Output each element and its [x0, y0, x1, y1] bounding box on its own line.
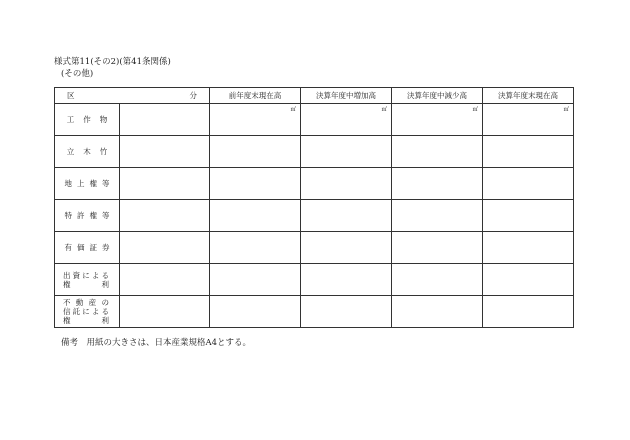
- row-blank-cell: [120, 232, 210, 264]
- row-label-surface-rights: 地上権等: [55, 168, 120, 200]
- value-cell: [210, 136, 301, 168]
- value-cell: [392, 264, 483, 296]
- row-label-patent-rights: 特許権等: [55, 200, 120, 232]
- table-row: [55, 136, 574, 168]
- value-cell: [301, 232, 392, 264]
- value-cell: [392, 136, 483, 168]
- table-row: [55, 296, 574, 328]
- value-cell: [210, 264, 301, 296]
- value-cell: [210, 104, 301, 136]
- value-cell: [483, 104, 574, 136]
- value-cell: [483, 136, 574, 168]
- value-cell: [392, 232, 483, 264]
- row-label-timber: 立木竹: [55, 136, 120, 168]
- value-cell: [301, 200, 392, 232]
- value-cell: [210, 296, 301, 328]
- unit-mark: ㎡: [472, 107, 478, 113]
- row-blank-cell: [120, 136, 210, 168]
- remarks-note: 備考 用紙の大きさは、日本産業規格A4とする。: [61, 338, 252, 348]
- form-title: 様式第11(その2)(第41条関係): [54, 57, 171, 67]
- unit-mark: ㎡: [563, 107, 569, 113]
- row-label-real-estate-trust-rights: 不動産の 信託による 権利: [55, 296, 120, 328]
- value-cell: [301, 104, 392, 136]
- row-label-securities: 有価証券: [55, 232, 120, 264]
- value-cell: [301, 264, 392, 296]
- row-blank-cell: [120, 168, 210, 200]
- value-cell: [301, 296, 392, 328]
- row-label-investment-rights: 出資による 権利: [55, 264, 120, 296]
- table-row: [55, 104, 574, 136]
- value-cell: [483, 296, 574, 328]
- value-cell: [210, 232, 301, 264]
- value-cell: [392, 296, 483, 328]
- value-cell: [483, 200, 574, 232]
- row-blank-cell: [120, 264, 210, 296]
- row-blank-cell: [120, 104, 210, 136]
- unit-mark: ㎡: [290, 107, 296, 113]
- asset-table: [54, 87, 574, 328]
- value-cell: [210, 200, 301, 232]
- value-cell: [392, 168, 483, 200]
- value-cell: [301, 168, 392, 200]
- form-subtitle: (その他): [61, 69, 94, 79]
- column-header-prev-year-end: 前年度末現在高: [210, 88, 301, 104]
- table-row: [55, 168, 574, 200]
- row-label-structures: 工作物: [55, 104, 120, 136]
- category-header-right: 分: [189, 91, 197, 100]
- category-header-left: 区: [67, 91, 75, 100]
- row-blank-cell: [120, 296, 210, 328]
- table-header-row: [55, 88, 574, 104]
- unit-mark: ㎡: [381, 107, 387, 113]
- table-row: [55, 264, 574, 296]
- value-cell: [483, 168, 574, 200]
- value-cell: [301, 136, 392, 168]
- value-cell: [483, 232, 574, 264]
- table-row: [55, 232, 574, 264]
- row-blank-cell: [120, 200, 210, 232]
- value-cell: [392, 200, 483, 232]
- column-header-decrease: 決算年度中減少高: [392, 88, 483, 104]
- column-header-year-end: 決算年度末現在高: [483, 88, 574, 104]
- value-cell: [392, 104, 483, 136]
- category-header: [55, 88, 210, 104]
- column-header-increase: 決算年度中増加高: [301, 88, 392, 104]
- table-row: [55, 200, 574, 232]
- value-cell: [210, 168, 301, 200]
- value-cell: [483, 264, 574, 296]
